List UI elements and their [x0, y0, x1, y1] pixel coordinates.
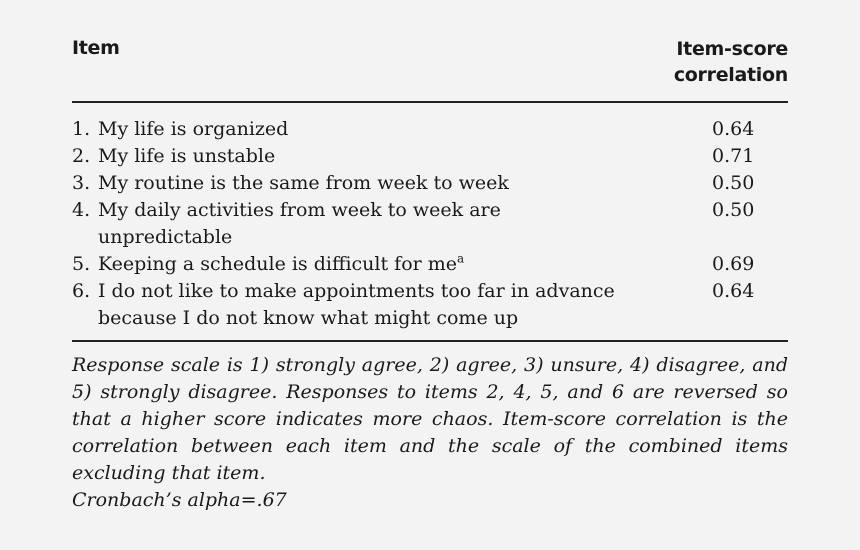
- row-correlation-value: 0.64: [712, 280, 755, 302]
- row-number: 1.: [72, 118, 91, 140]
- correlation-header-line2: correlation: [673, 64, 788, 86]
- row-correlation-value: 0.50: [712, 199, 755, 221]
- table-row: [72, 251, 788, 278]
- table-row: [72, 170, 788, 197]
- correlation-table: [72, 36, 788, 514]
- row-number: 3.: [72, 172, 91, 194]
- footnote-marker: a: [457, 251, 465, 266]
- row-correlation-value: 0.50: [712, 172, 755, 194]
- row-number: 2.: [72, 145, 91, 167]
- row-item-text: I do not like to make appointments too far in advance because I do not know what might come up: [98, 280, 615, 329]
- correlation-column-header: [628, 36, 788, 88]
- table-row: [72, 116, 788, 143]
- row-number: 5.: [72, 253, 91, 275]
- row-number: 6.: [72, 280, 91, 302]
- row-correlation-value: 0.64: [712, 118, 755, 140]
- row-item-text-wrap: [72, 251, 658, 278]
- table-row: [72, 143, 788, 170]
- row-item-text: My routine is the same from week to week: [98, 172, 509, 194]
- table-note: Response scale is 1) strongly agree, 2) agree, 3) unsure, 4) disagree, and 5) strongly disagree. Responses to items 2, 4, 5, and 6 are reversed so that a higher score indicates more chaos. Item-score correlation is the correlation between each item and the scale of the combined items excluding that item.: [72, 354, 788, 484]
- cronbach-alpha: Cronbach’s alpha=.67: [72, 489, 287, 511]
- table-header: [72, 36, 788, 101]
- table-body: [72, 103, 788, 340]
- row-item-text: Keeping a schedule is difficult for me: [98, 253, 458, 275]
- table-row: [72, 197, 788, 251]
- row-item-text: My daily activities from week to week are unpredictable: [98, 199, 501, 248]
- row-number: 4.: [72, 199, 91, 221]
- row-item-text: My life is organized: [98, 118, 289, 140]
- table-row: [72, 278, 788, 332]
- row-correlation-value: 0.71: [712, 145, 755, 167]
- row-correlation-value: 0.69: [712, 253, 755, 275]
- correlation-header-line1: Item-score: [676, 38, 788, 60]
- footer-rule: [72, 340, 788, 342]
- item-column-header: Item: [72, 37, 120, 59]
- row-item-text: My life is unstable: [98, 145, 276, 167]
